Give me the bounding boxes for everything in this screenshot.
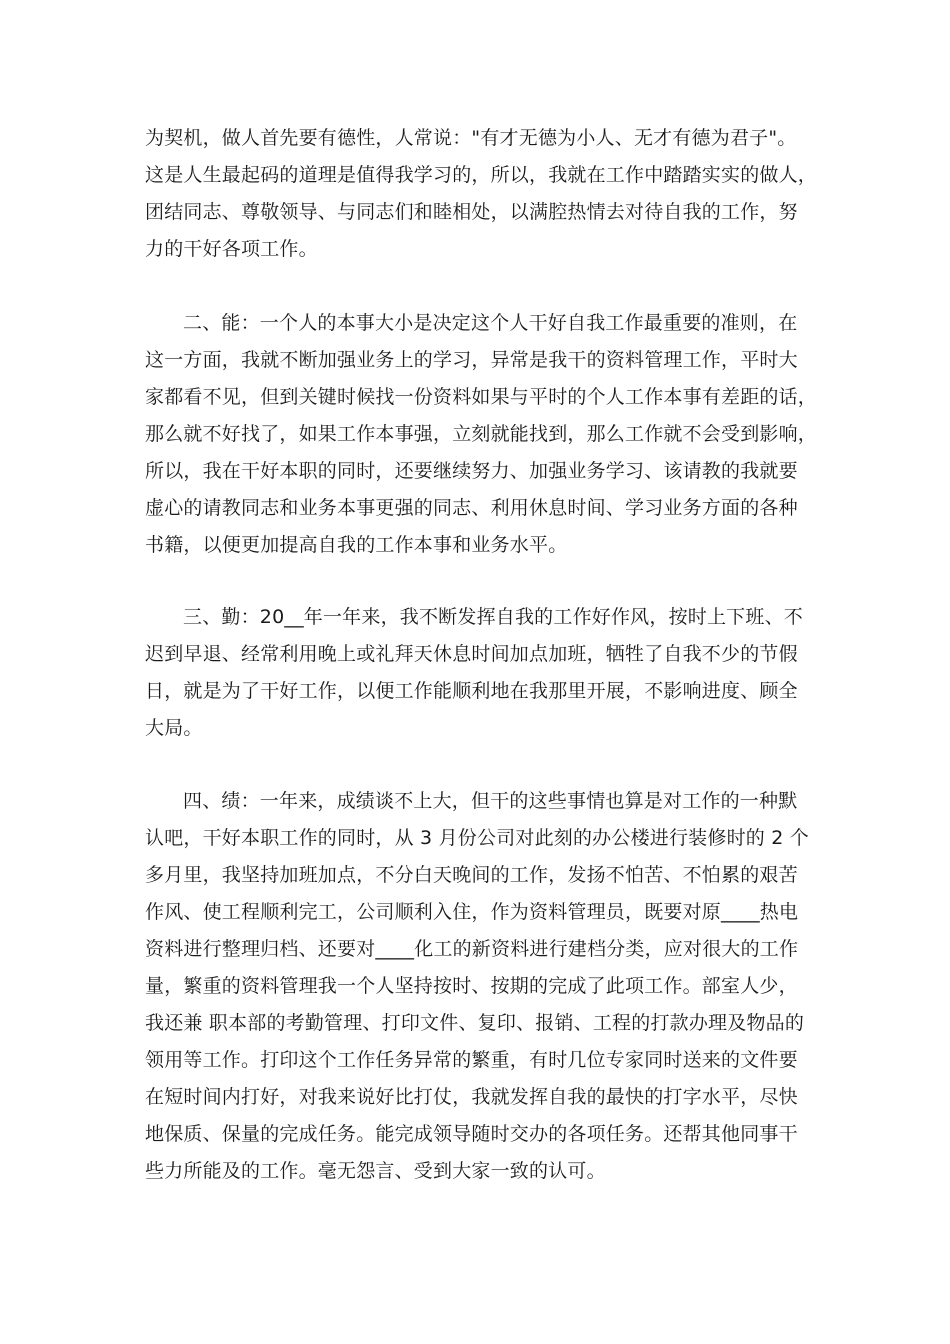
paragraph-4-line-1: 四、绩：一年来，成绩谈不上大，但干的这些事情也算是对工作的一种默 <box>183 790 798 812</box>
paragraph-1-line-4: 力的干好各项工作。 <box>145 238 318 260</box>
paragraph-2-line-4: 那么就不好找了，如果工作本事强，立刻就能找到，那么工作就不会受到影响， <box>145 423 818 445</box>
paragraph-2-line-5: 所以，我在干好本职的同时，还要继续努力、加强业务学习、该请教的我就要 <box>145 460 798 482</box>
paragraph-4-line-11: 些力所能及的工作。毫无怨言、受到大家一致的认可。 <box>145 1160 606 1182</box>
paragraph-1-line-3: 团结同志、尊敬领导、与同志们和睦相处，以满腔热情去对待自我的工作，努 <box>145 201 798 223</box>
paragraph-4-line-4: 作风、使工程顺利完工，公司顺利入住，作为资料管理员，既要对原____热电 <box>145 901 799 923</box>
paragraph-3-line-1: 三、勤：20__年一年来，我不断发挥自我的工作好作风，按时上下班、不 <box>183 606 803 628</box>
paragraph-1-line-2: 这是人生最起码的道理是值得我学习的，所以，我就在工作中踏踏实实的做人， <box>145 164 818 186</box>
paragraph-4-line-6: 量，繁重的资料管理我一个人坚持按时、按期的完成了此项工作。部室人少， <box>145 975 798 997</box>
paragraph-3-line-2: 迟到早退、经常利用晚上或礼拜天休息时间加点加班，牺牲了自我不少的节假 <box>145 643 798 665</box>
paragraph-4-line-5: 资料进行整理归档、还要对____化工的新资料进行建档分类，应对很大的工作 <box>145 938 799 960</box>
paragraph-1-line-1: 为契机，做人首先要有德性，人常说："有才无德为小人、无才有德为君子"。 <box>145 127 797 149</box>
paragraph-2-line-1: 二、能：一个人的本事大小是决定这个人干好自我工作最重要的准则，在 <box>183 312 798 334</box>
paragraph-3-line-3: 日，就是为了干好工作，以便工作能顺利地在我那里开展，不影响进度、顾全 <box>145 680 798 702</box>
paragraph-4-line-10: 地保质、保量的完成任务。能完成领导随时交办的各项任务。还帮其他同事干 <box>145 1123 798 1145</box>
paragraph-2-line-2: 这一方面，我就不断加强业务上的学习，异常是我干的资料管理工作，平时大 <box>145 349 798 371</box>
paragraph-4-line-3: 多月里，我坚持加班加点，不分白天晚间的工作，发扬不怕苦、不怕累的艰苦 <box>145 864 798 886</box>
paragraph-4-line-2: 认吧，干好本职工作的同时，从 3 月份公司对此刻的办公楼进行装修时的 2 个 <box>145 827 809 849</box>
paragraph-3-line-4: 大局。 <box>145 717 203 739</box>
paragraph-4-line-8: 领用等工作。打印这个工作任务异常的繁重，有时几位专家同时送来的文件要 <box>145 1049 798 1071</box>
paragraph-2-line-6: 虚心的请教同志和业务本事更强的同志、利用休息时间、学习业务方面的各种 <box>145 497 798 519</box>
paragraph-4-line-7: 我还兼 职本部的考勤管理、打印文件、复印、报销、工程的打款办理及物品的 <box>145 1012 805 1034</box>
paragraph-2-line-7: 书籍，以便更加提高自我的工作本事和业务水平。 <box>145 534 568 556</box>
paragraph-2-line-3: 家都看不见，但到关键时候找一份资料如果与平时的个人工作本事有差距的话， <box>145 386 818 408</box>
paragraph-4-line-9: 在短时间内打好，对我来说好比打仗，我就发挥自我的最快的打字水平，尽快 <box>145 1086 798 1108</box>
